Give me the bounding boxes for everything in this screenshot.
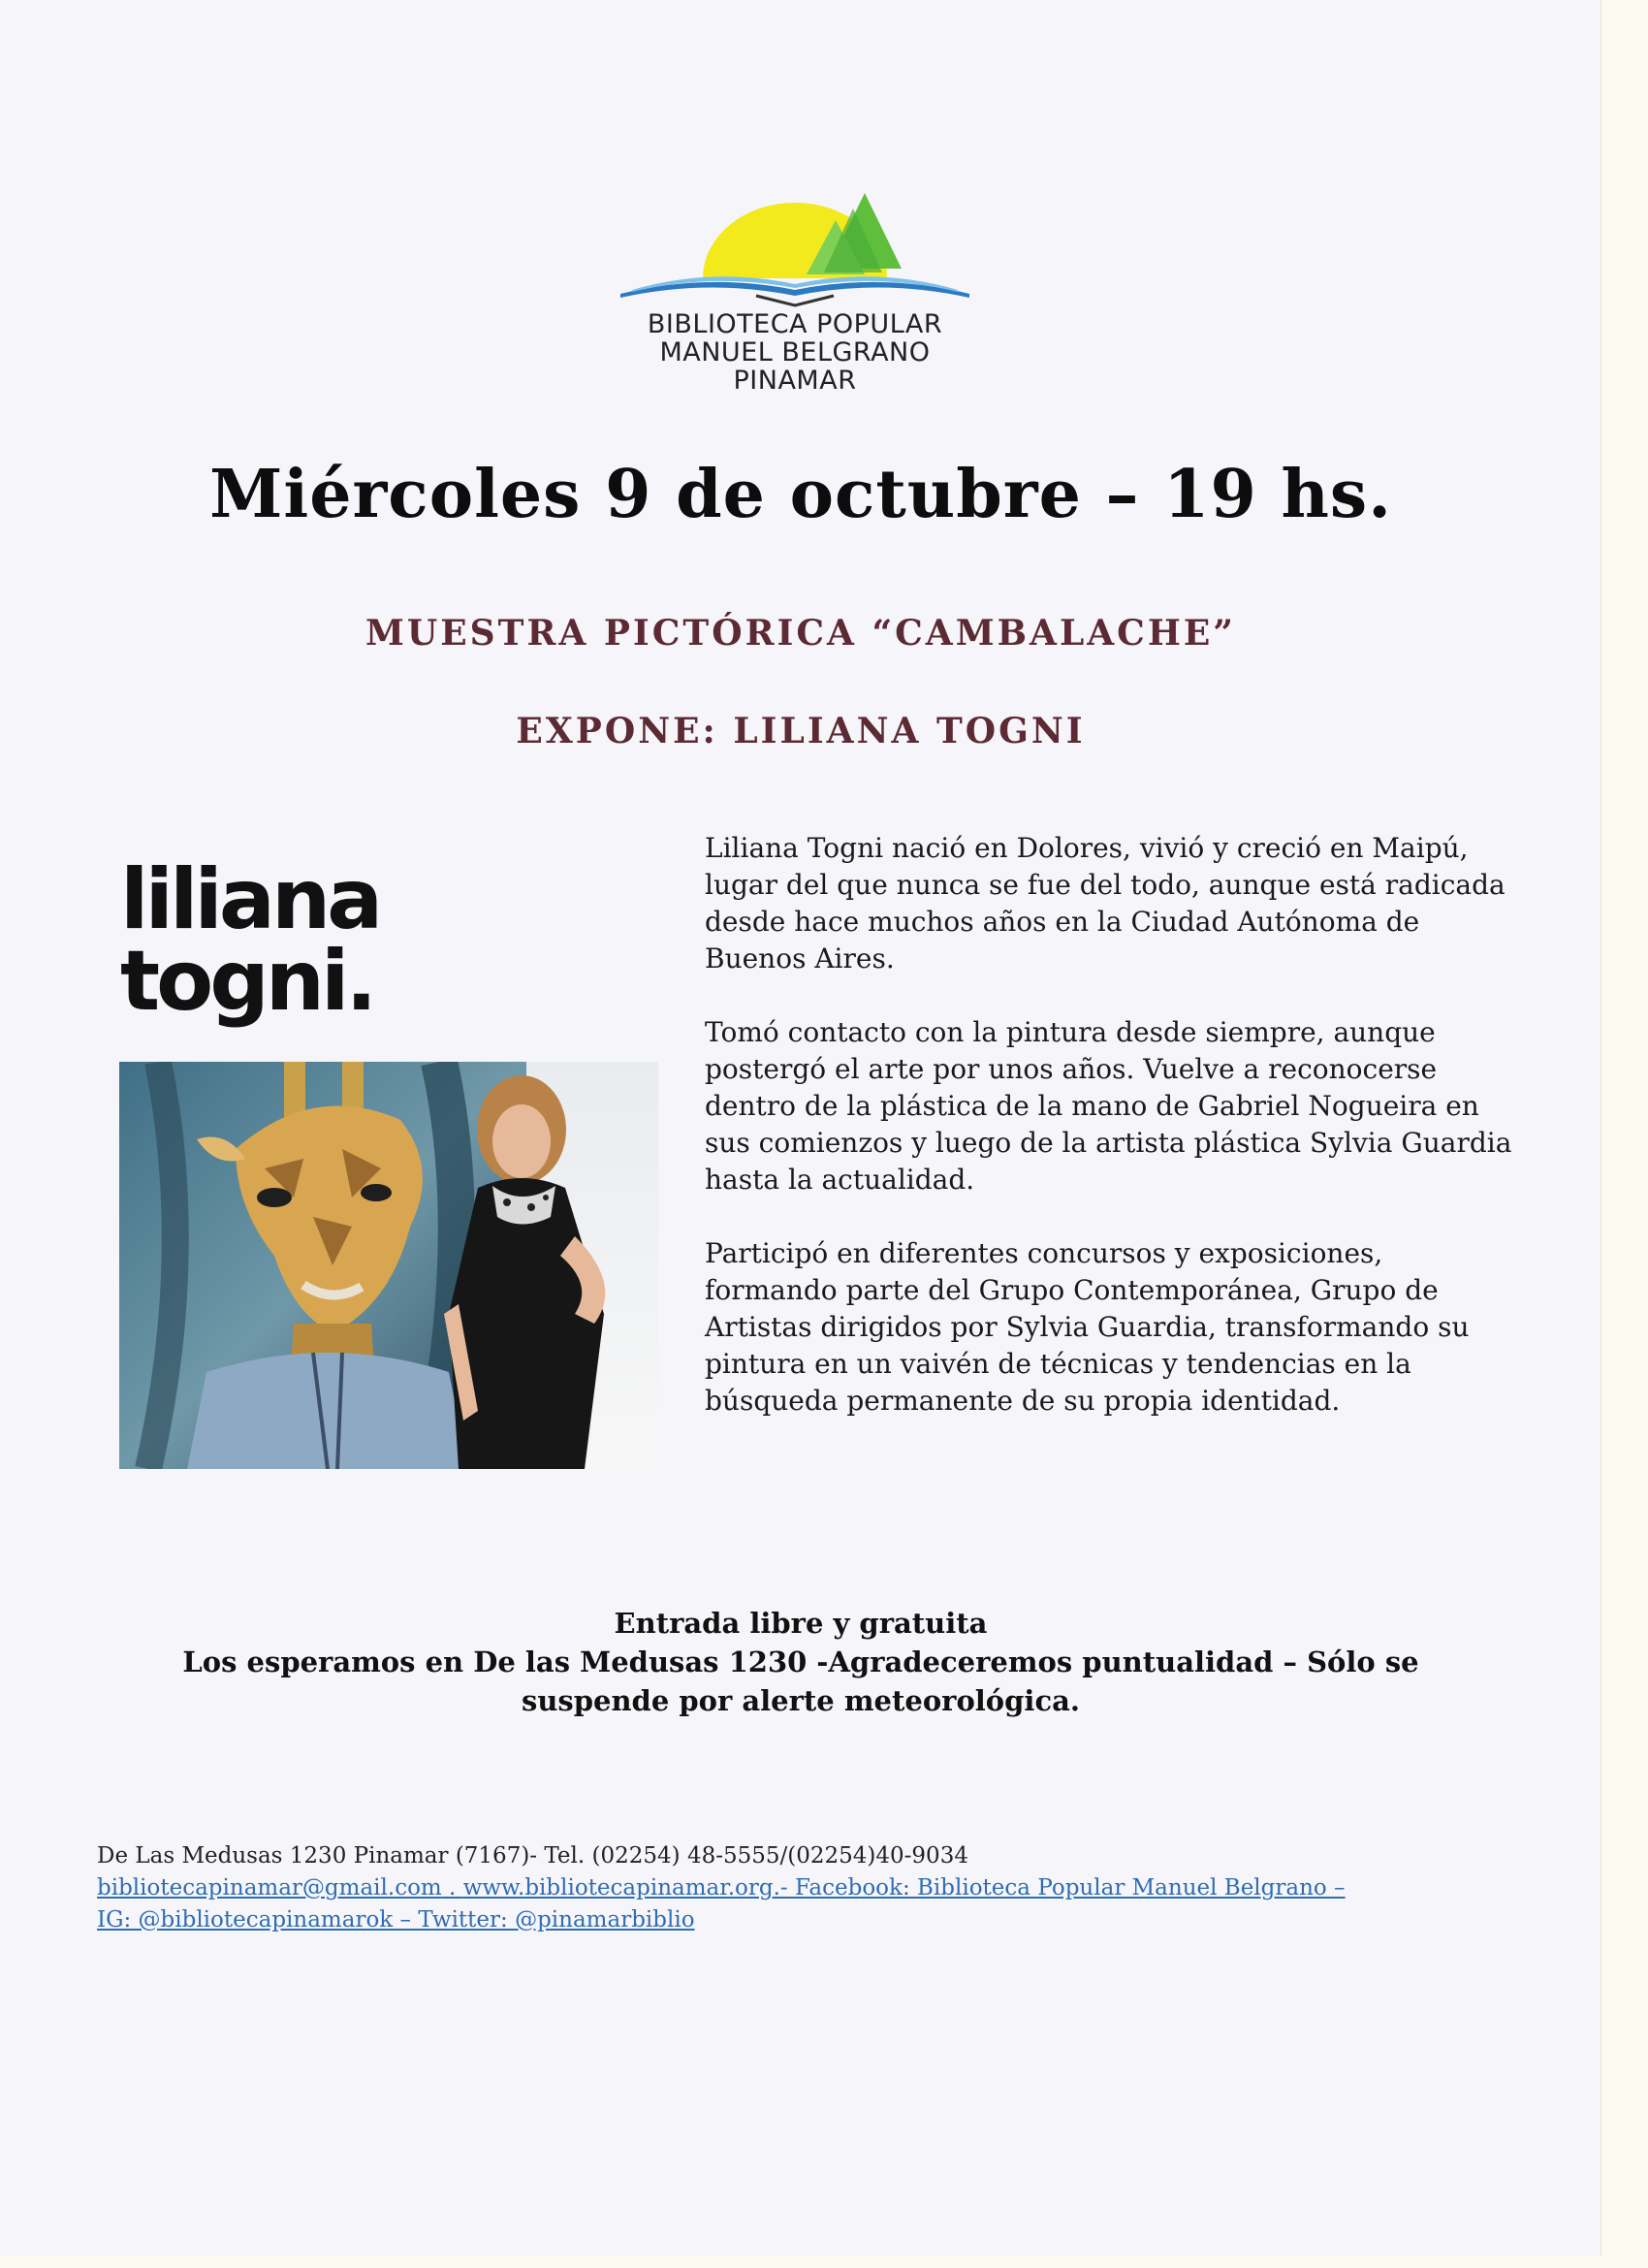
link-separator: . — [441, 1875, 463, 1901]
exhibition-title: MUESTRA PICTÓRICA “CAMBALACHE” — [365, 613, 1236, 654]
footer-contact — [97, 1840, 1532, 1936]
library-logo — [601, 189, 989, 395]
page-bottom-edge — [0, 2256, 1648, 2268]
footer-address: De Las Medusas 1230 Pinamar (7167)- Tel. (02254) 48-5555/(02254)40-9034 — [97, 1843, 968, 1869]
artist-biography — [705, 830, 1519, 1456]
logo-text-line-1: BIBLIOTECA POPULAR — [647, 309, 943, 339]
entry-information — [0, 1604, 1601, 1720]
bio-paragraph-3: Participó en diferentes concursos y exposiciones, formando parte del Grupo Contemporánea, Grupo de Artistas dirigidos por Sylvia Guardia, transformando su pintura en un vaivén de técnicas y tendencias en la búsqueda permanente de su propia identidad. — [705, 1237, 1470, 1417]
artist-photo-with-giraffe-painting — [119, 1062, 658, 1469]
bio-paragraph-1: Liliana Togni nació en Dolores, vivió y creció en Maipú, lugar del que nunca se fue del todo, aunque está radicada desde hace muchos años en la Ciudad Autónoma de Buenos Aires. — [705, 832, 1505, 974]
artist-wordmark — [120, 851, 380, 1030]
website-facebook-link[interactable]: www.bibliotecapinamar.org.- Facebook: Biblioteca Popular Manuel Belgrano – — [462, 1875, 1346, 1901]
logo-text-line-2: MANUEL BELGRANO — [659, 337, 931, 367]
entry-line-3: suspende por alerte meteorológica. — [522, 1684, 1080, 1717]
entry-line-2: Los esperamos en De las Medusas 1230 -Agradeceremos puntualidad – Sólo se — [182, 1645, 1419, 1678]
artist-wordmark-line-1: liliana — [120, 851, 380, 948]
email-link[interactable]: bibliotecapinamar@gmail.com — [97, 1875, 442, 1901]
entry-line-1: Entrada libre y gratuita — [614, 1607, 988, 1640]
logo-text-line-3: PINAMAR — [733, 366, 857, 396]
footer-links-line — [97, 1872, 1532, 1904]
social-links[interactable]: IG: @bibliotecapinamarok – Twitter: @pinamarbiblio — [97, 1907, 695, 1933]
exhibitor-name: EXPONE: LILIANA TOGNI — [516, 711, 1086, 751]
event-date-heading: Miércoles 9 de octubre – 19 hs. — [209, 456, 1392, 533]
bio-paragraph-2: Tomó contacto con la pintura desde siempre, aunque postergó el arte por unos años. Vuelve a reconocerse dentro de la plástica de la mano de Gabriel Nogueira en sus comienzos y luego de la artista plástica Sylvia Guardia hasta la actualidad. — [705, 1016, 1512, 1196]
page-edge — [1600, 0, 1648, 2268]
artist-wordmark-line-2: togni. — [120, 933, 374, 1030]
open-book-sun-trees-icon — [611, 189, 979, 310]
